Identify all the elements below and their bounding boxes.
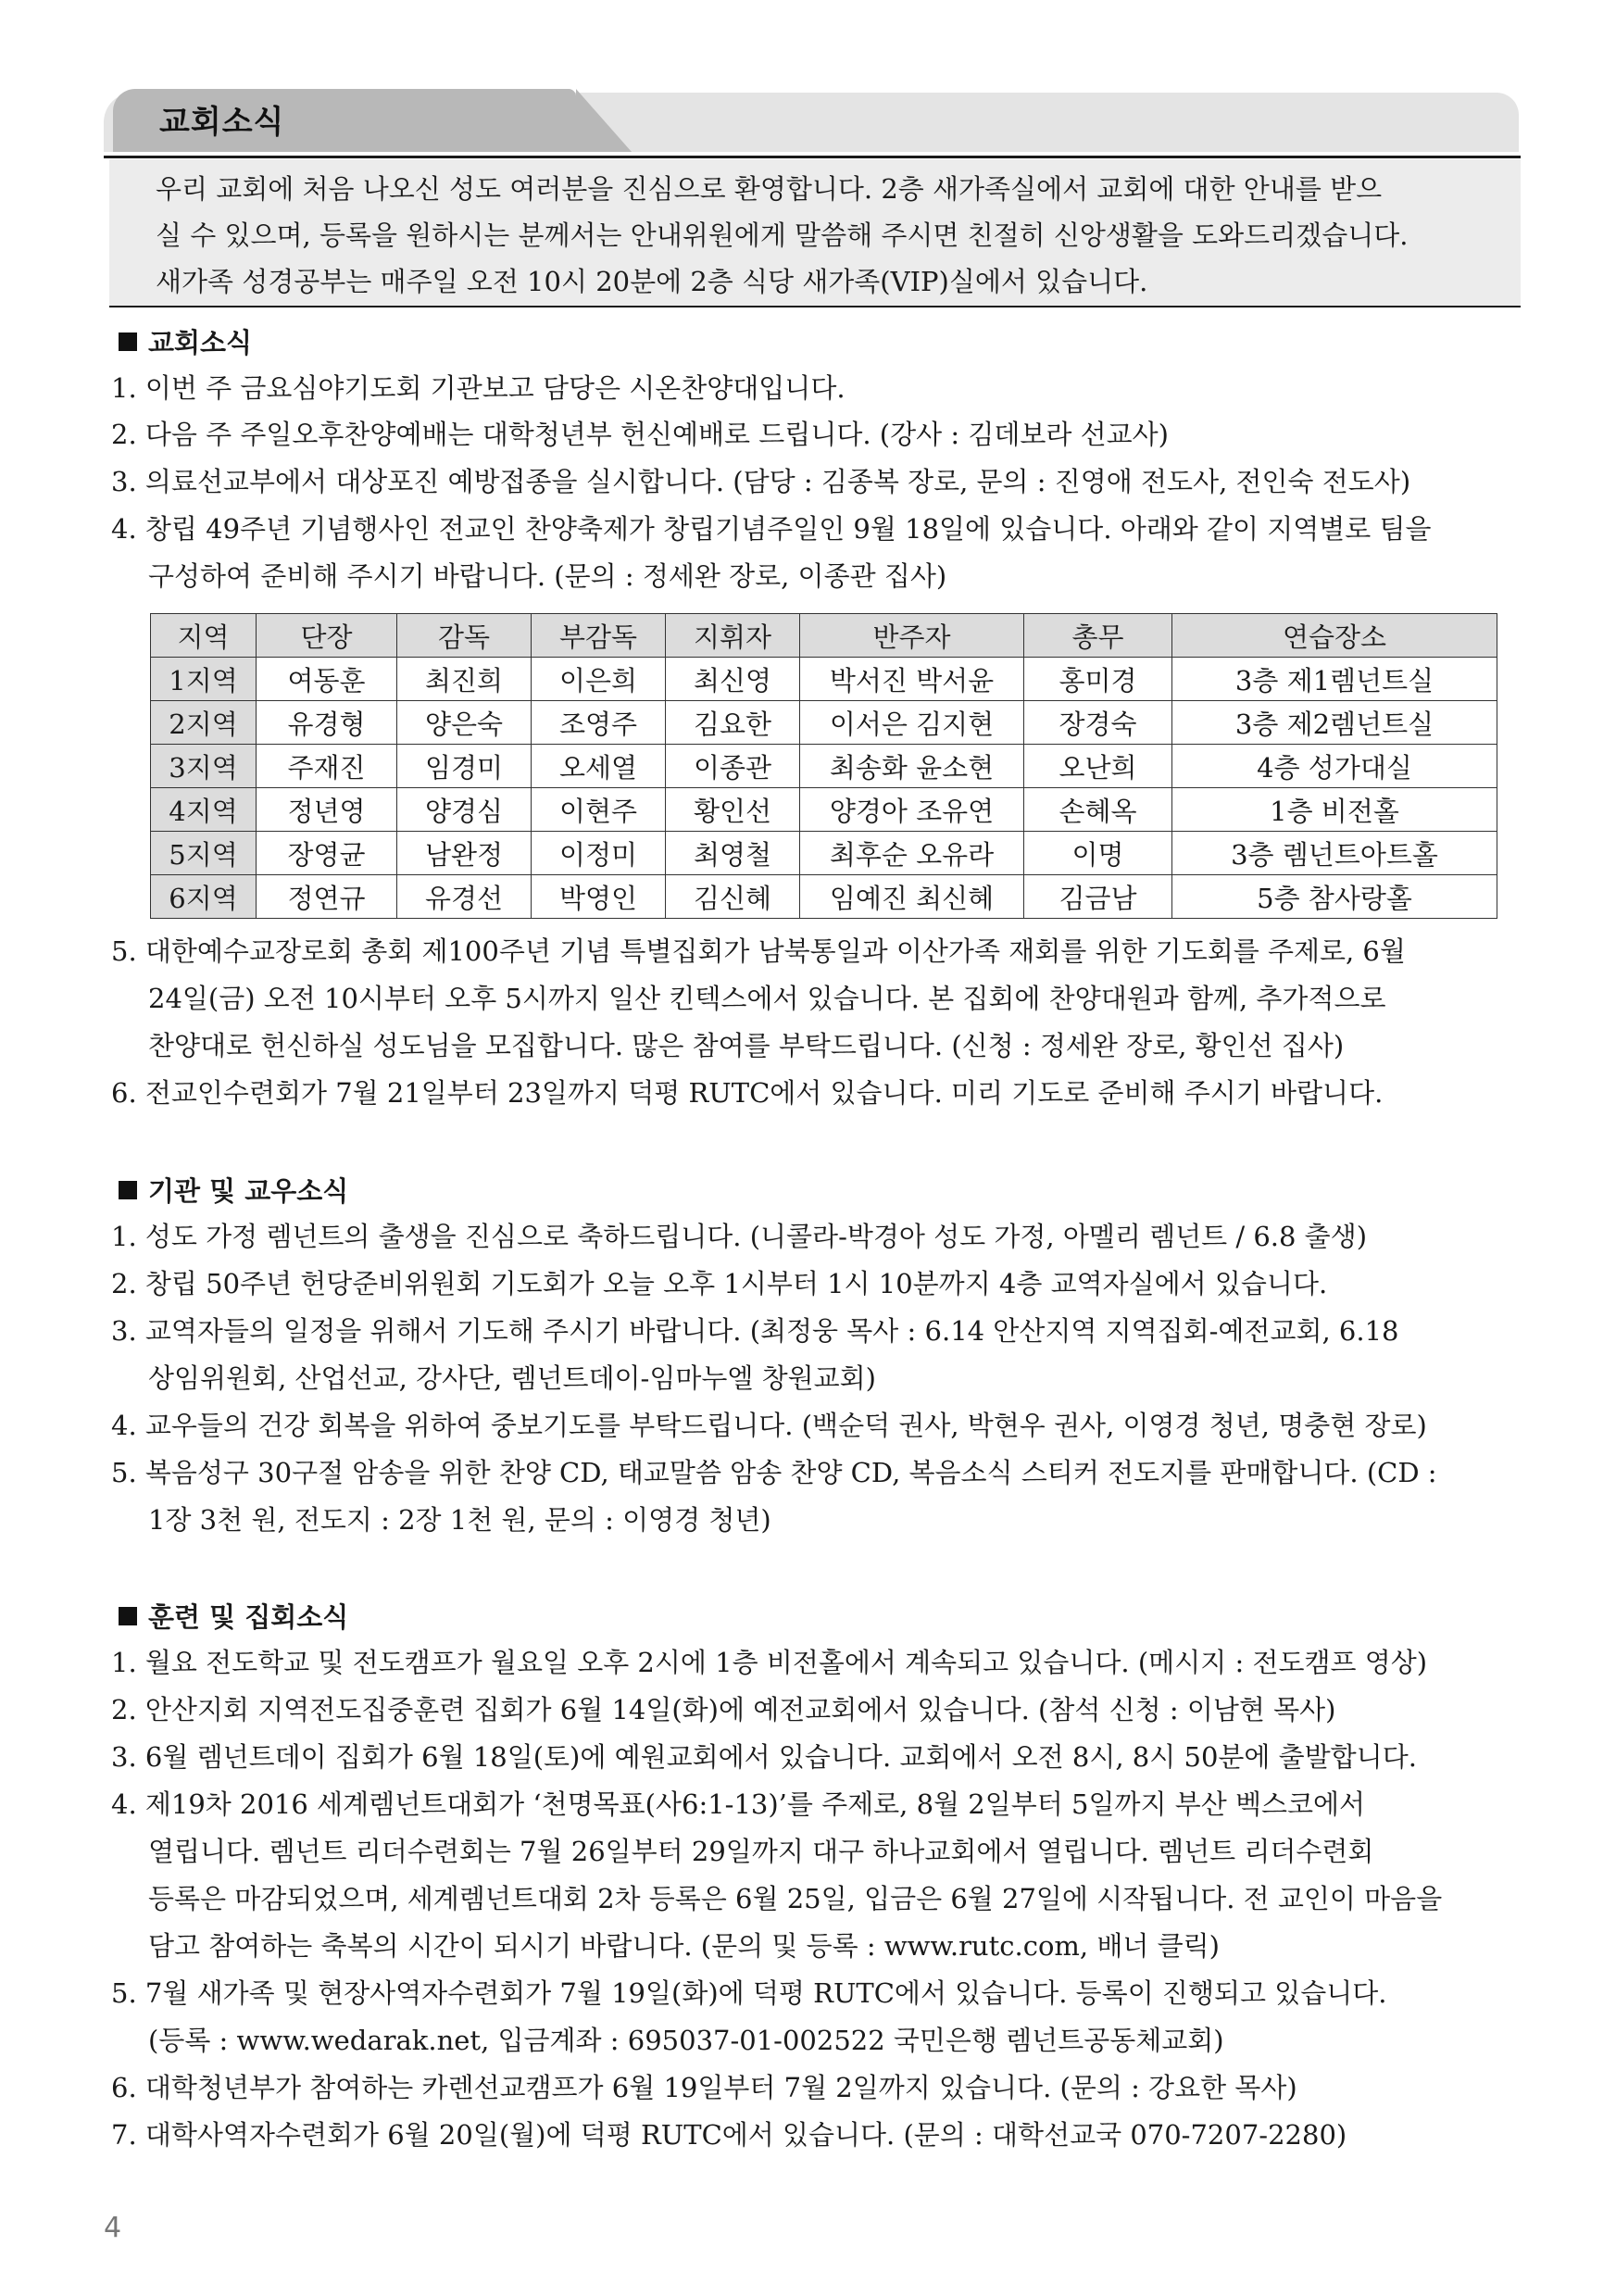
table-cell: 최신영 [666,658,800,701]
news-item: 4. 제19차 2016 세계렘넌트대회가 ‘천명목표(사6:1-13)’를 주제로, 8월 2일부터 5일까지 부산 벡스코에서 [111,1788,1366,1820]
news-item: 1. 이번 주 금요심야기도회 기관보고 담당은 시온찬양대입니다. [111,372,846,404]
news-item: 5. 7월 새가족 및 현장사역자수련회가 7월 19일(화)에 덕평 RUTC에서 있습니다. 등록이 진행되고 있습니다. [111,1977,1387,2009]
section-title: 교회소식 [148,327,253,358]
header-tab [113,89,576,152]
table-cell: 남완정 [397,832,532,875]
table-cell: 최영철 [666,832,800,875]
table-cell: 3층 렘넌트아트홀 [1172,832,1497,875]
welcome-line: 실 수 있으며, 등록을 원하시는 분께서는 안내위원에게 말씀해 주시면 친절히 신앙생활을 도와드리겠습니다. [156,220,1409,251]
table-cell: 이정미 [532,832,666,875]
table-cell: 김신혜 [666,875,800,919]
table-cell: 여동훈 [257,658,397,701]
table-cell: 최송화 윤소현 [800,745,1024,788]
table-row [151,832,1497,875]
table-cell: 5지역 [151,832,257,875]
table-cell: 임예진 최신혜 [800,875,1024,919]
table-cell: 정연규 [257,875,397,919]
table-cell: 3층 제2렘넌트실 [1172,701,1497,745]
table-cell: 3지역 [151,745,257,788]
table-cell: 정년영 [257,788,397,832]
table-row [151,788,1497,832]
table-cell: 오난희 [1024,745,1172,788]
news-item: 5. 복음성구 30구절 암송을 위한 찬양 CD, 태교말씀 암송 찬양 CD, 복음소식 스티커 전도지를 판매합니다. (CD : [111,1457,1437,1488]
table-cell: 4층 성가대실 [1172,745,1497,788]
news-item: 3. 의료선교부에서 대상포진 예방접종을 실시합니다. (담당 : 김종복 장로, 문의 : 진영애 전도사, 전인숙 전도사) [111,466,1411,497]
table-header-cell: 단장 [257,614,397,658]
news-item-continuation: 상임위원회, 산업선교, 강사단, 렘넌트데이-임마누엘 창원교회) [148,1362,876,1394]
welcome-box [109,159,1521,307]
news-item: 6. 대학청년부가 참여하는 카렌선교캠프가 6월 19일부터 7월 2일까지 있습니다. (문의 : 강요한 목사) [111,2072,1297,2103]
table-cell: 4지역 [151,788,257,832]
table-header-cell: 지역 [151,614,257,658]
page-number: 4 [104,2212,122,2244]
news-item: 5. 대한예수교장로회 총회 제100주년 기념 특별집회가 남북통일과 이산가족 재회를 위한 기도회를 주제로, 6월 [111,935,1406,967]
region-team-table [150,613,1497,919]
table-cell: 이서은 김지현 [800,701,1024,745]
table-cell: 이은희 [532,658,666,701]
table-cell: 장경숙 [1024,701,1172,745]
square-bullet-icon [119,332,137,351]
table-row [151,701,1497,745]
news-item-continuation: 열립니다. 렘넌트 리더수련회는 7월 26일부터 29일까지 대구 하나교회에서 열립니다. 렘넌트 리더수련회 [148,1836,1374,1867]
table-header-cell: 지휘자 [666,614,800,658]
news-item: 2. 창립 50주년 헌당준비위원회 기도회가 오늘 오후 1시부터 1시 10분까지 4층 교역자실에서 있습니다. [111,1268,1328,1299]
news-item-continuation: 담고 참여하는 축복의 시간이 되시기 바랍니다. (문의 및 등록 : www.rutc.com, 배너 클릭) [148,1930,1220,1962]
news-item-continuation: 등록은 마감되었으며, 세계렘넌트대회 2차 등록은 6월 25일, 입금은 6월 27일에 시작됩니다. 전 교인이 마음을 [148,1883,1443,1914]
table-cell: 조영주 [532,701,666,745]
table-cell: 임경미 [397,745,532,788]
table-cell: 양은숙 [397,701,532,745]
news-item-continuation: 구성하여 준비해 주시기 바랍니다. (문의 : 정세완 장로, 이종관 집사) [148,560,947,592]
news-item-continuation: 찬양대로 헌신하실 성도님을 모집합니다. 많은 참여를 부탁드립니다. (신청 : 정세완 장로, 황인선 집사) [148,1030,1345,1061]
table-cell: 최진희 [397,658,532,701]
table-cell: 3층 제1렘넌트실 [1172,658,1497,701]
news-item-continuation: 24일(금) 오전 10시부터 오후 5시까지 일산 킨텍스에서 있습니다. 본 집회에 찬양대원과 함께, 추가적으로 [148,983,1386,1014]
table-cell: 양경아 조유연 [800,788,1024,832]
table-cell: 김요한 [666,701,800,745]
news-item: 4. 창립 49주년 기념행사인 전교인 찬양축제가 창립기념주일인 9월 18일에 있습니다. 아래와 같이 지역별로 팀을 [111,513,1432,545]
table-cell: 5층 참사랑홀 [1172,875,1497,919]
table-cell: 이현주 [532,788,666,832]
table-cell: 김금남 [1024,875,1172,919]
table-row [151,745,1497,788]
news-item: 2. 안산지회 지역전도집중훈련 집회가 6월 14일(화)에 예전교회에서 있습니다. (참석 신청 : 이남현 목사) [111,1694,1336,1725]
section-title: 기관 및 교우소식 [148,1175,349,1207]
header-divider [104,156,1521,158]
table-header-cell: 감독 [397,614,532,658]
section-member-news-heading [119,1171,348,1209]
table-header-row [151,614,1497,658]
news-item: 7. 대학사역자수련회가 6월 20일(월)에 덕평 RUTC에서 있습니다. (문의 : 대학선교국 070-7207-2280) [111,2119,1347,2151]
table-cell: 유경형 [257,701,397,745]
table-cell: 이종관 [666,745,800,788]
news-item-continuation: (등록 : www.wedarak.net, 입금계좌 : 695037-01-002522 국민은행 렘넌트공동체교회) [148,2025,1224,2056]
welcome-line: 우리 교회에 처음 나오신 성도 여러분을 진심으로 환영합니다. 2층 새가족실에서 교회에 대한 안내를 받으 [156,173,1383,205]
table-cell: 최후순 오유라 [800,832,1024,875]
table-cell: 주재진 [257,745,397,788]
table-cell: 2지역 [151,701,257,745]
news-item: 3. 6월 렘넌트데이 집회가 6월 18일(토)에 예원교회에서 있습니다. 교회에서 오전 8시, 8시 50분에 출발합니다. [111,1741,1417,1773]
section-training-news-heading [119,1597,348,1635]
news-item: 1. 월요 전도학교 및 전도캠프가 월요일 오후 2시에 1층 비전홀에서 계속되고 있습니다. (메시지 : 전도캠프 영상) [111,1647,1428,1678]
table-header-cell: 총무 [1024,614,1172,658]
news-item: 3. 교역자들의 일정을 위해서 기도해 주시기 바랍니다. (최정웅 목사 : 6.14 안산지역 지역집회-예전교회, 6.18 [111,1315,1399,1347]
table-header-cell: 연습장소 [1172,614,1497,658]
table-cell: 홍미경 [1024,658,1172,701]
square-bullet-icon [119,1607,137,1625]
news-item: 1. 성도 가정 렘넌트의 출생을 진심으로 축하드립니다. (니콜라-박경아 성도 가정, 아멜리 렘넌트 / 6.8 출생) [111,1221,1368,1252]
table-cell: 박서진 박서윤 [800,658,1024,701]
table-row [151,875,1497,919]
table-cell: 박영인 [532,875,666,919]
table-cell: 양경심 [397,788,532,832]
table-cell: 1지역 [151,658,257,701]
table-cell: 장영균 [257,832,397,875]
table-cell: 손혜옥 [1024,788,1172,832]
table-cell: 유경선 [397,875,532,919]
table-cell: 오세열 [532,745,666,788]
news-item-continuation: 1장 3천 원, 전도지 : 2장 1천 원, 문의 : 이영경 청년) [148,1504,771,1536]
news-item: 6. 전교인수련회가 7월 21일부터 23일까지 덕평 RUTC에서 있습니다. 미리 기도로 준비해 주시기 바랍니다. [111,1077,1384,1109]
table-header-cell: 반주자 [800,614,1024,658]
news-item: 2. 다음 주 주일오후찬양예배는 대학청년부 헌신예배로 드립니다. (강사 : 김데보라 선교사) [111,419,1169,450]
table-cell: 6지역 [151,875,257,919]
section-title: 훈련 및 집회소식 [148,1601,349,1633]
table-row [151,658,1497,701]
news-item: 4. 교우들의 건강 회복을 위하여 중보기도를 부탁드립니다. (백순덕 권사, 박현우 권사, 이영경 청년, 명충현 장로) [111,1410,1427,1441]
section-header [104,89,1519,157]
table-header-cell: 부감독 [532,614,666,658]
table-cell: 황인선 [666,788,800,832]
section-church-news-heading [119,322,252,360]
welcome-line: 새가족 성경공부는 매주일 오전 10시 20분에 2층 식당 새가족(VIP)실에서 있습니다. [156,266,1148,297]
table-cell: 1층 비전홀 [1172,788,1497,832]
table-cell: 이명 [1024,832,1172,875]
header-title: 교회소식 [159,104,285,141]
square-bullet-icon [119,1181,137,1199]
